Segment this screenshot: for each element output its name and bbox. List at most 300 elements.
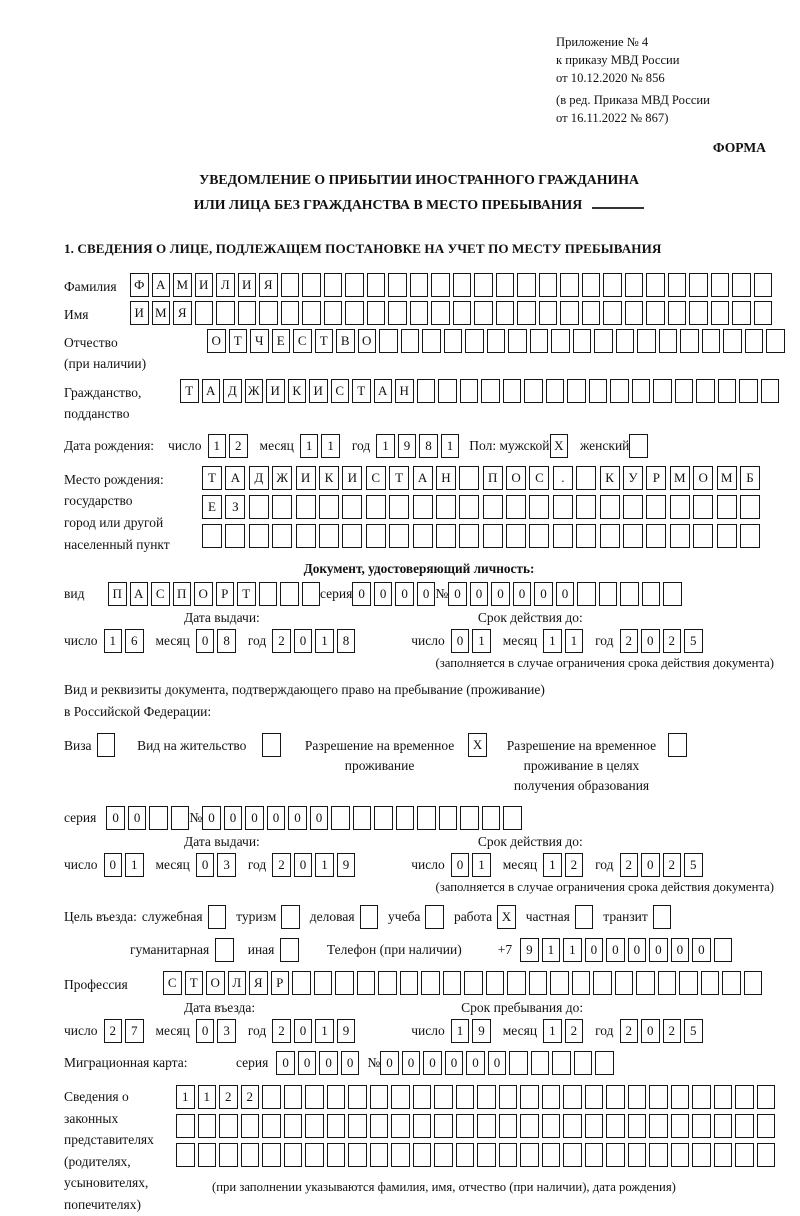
citizenship-cells-cell-3[interactable]: Д (223, 379, 242, 403)
patronymic-cells-cell-6[interactable]: Т (315, 329, 334, 353)
name-cells-cell-5[interactable] (216, 301, 235, 325)
citizenship-cells-cell-4[interactable]: Ж (245, 379, 264, 403)
representatives-cells-row1-cell-7[interactable] (305, 1085, 324, 1109)
birthplace-cells-row3-cell-3[interactable] (249, 524, 269, 548)
surname-cells-cell-3[interactable]: М (173, 273, 192, 297)
representatives-cells-row3-cell-4[interactable] (241, 1143, 260, 1167)
representatives-cells-row1-cell-22[interactable] (628, 1085, 647, 1109)
representatives-cells-row3-cell-13[interactable] (434, 1143, 453, 1167)
representatives-cells-row1-cell-27[interactable] (735, 1085, 754, 1109)
surname-cells-cell-26[interactable] (668, 273, 687, 297)
representatives-cells-row2-cell-19[interactable] (563, 1114, 582, 1138)
birthplace-cells-row3-cell-12[interactable] (459, 524, 479, 548)
representatives-cells-row1-cell-28[interactable] (757, 1085, 776, 1109)
profession-cells-cell-24[interactable] (658, 971, 677, 995)
residence-number-cells-cell-9[interactable] (374, 806, 393, 830)
name-cells-cell-18[interactable] (496, 301, 515, 325)
doc-number-cells-cell-1[interactable]: 0 (448, 582, 467, 606)
migration-number-cells-cell-6[interactable]: 0 (488, 1051, 507, 1075)
birthplace-cells-row3-cell-8[interactable] (366, 524, 386, 548)
representatives-cells-row2-cell-20[interactable] (585, 1114, 604, 1138)
representatives-cells-row3-cell-9[interactable] (348, 1143, 367, 1167)
birthplace-cells-row1-cell-5[interactable]: И (296, 466, 316, 490)
name-cells-cell-19[interactable] (517, 301, 536, 325)
surname-cells-cell-27[interactable] (689, 273, 708, 297)
representatives-cells-row3-cell-25[interactable] (692, 1143, 711, 1167)
birthplace-cells-row1-cell-2[interactable]: А (225, 466, 245, 490)
birthplace-cells-row1-cell-21[interactable]: М (670, 466, 690, 490)
profession-cells-cell-23[interactable] (636, 971, 655, 995)
surname-cells-cell-24[interactable] (625, 273, 644, 297)
identity-issue-year-cell-1[interactable]: 2 (272, 629, 291, 653)
representatives-cells-row2-cell-17[interactable] (520, 1114, 539, 1138)
patronymic-cells-cell-17[interactable] (551, 329, 570, 353)
birthplace-cells-row3-cell-15[interactable] (529, 524, 549, 548)
profession-cells-cell-28[interactable] (744, 971, 763, 995)
representatives-cells-row2-cell-5[interactable] (262, 1114, 281, 1138)
residence-issue-year-cell-2[interactable]: 0 (294, 853, 313, 877)
birthplace-cells-row2-cell-20[interactable] (646, 495, 666, 519)
name-cells-cell-6[interactable] (238, 301, 257, 325)
phone-cells-cell-5[interactable]: 0 (606, 938, 625, 962)
profession-cells-cell-4[interactable]: Л (228, 971, 247, 995)
doc-kind-cells-cell-9[interactable] (280, 582, 299, 606)
profession-cells-cell-20[interactable] (572, 971, 591, 995)
doc-series-cells-cell-1[interactable]: 0 (352, 582, 371, 606)
representatives-cells-row1-cell-4[interactable]: 2 (241, 1085, 260, 1109)
doc-number-cells-cell-11[interactable] (663, 582, 682, 606)
purpose-other-checkbox[interactable] (280, 938, 299, 962)
surname-cells-cell-2[interactable]: А (152, 273, 171, 297)
name-cells-cell-28[interactable] (711, 301, 730, 325)
doc-kind-cells-cell-7[interactable]: Т (237, 582, 256, 606)
name-cells-cell-12[interactable] (367, 301, 386, 325)
identity-issue-year-cell-3[interactable]: 1 (315, 629, 334, 653)
identity-valid-year-cell-4[interactable]: 5 (684, 629, 703, 653)
identity-valid-day-cell-1[interactable]: 0 (451, 629, 470, 653)
citizenship-cells-cell-1[interactable]: Т (180, 379, 199, 403)
representatives-cells-row1-cell-14[interactable] (456, 1085, 475, 1109)
representatives-cells-row2-cell-18[interactable] (542, 1114, 561, 1138)
citizenship-cells-cell-24[interactable] (675, 379, 694, 403)
profession-cells-cell-14[interactable] (443, 971, 462, 995)
citizenship-cells-cell-20[interactable] (589, 379, 608, 403)
residence-issue-day-cell-2[interactable]: 1 (125, 853, 144, 877)
profession-cells-cell-17[interactable] (507, 971, 526, 995)
purpose-study-checkbox[interactable] (425, 905, 444, 929)
birthplace-cells-row3-cell-2[interactable] (225, 524, 245, 548)
birthplace-cells-row2-cell-12[interactable] (459, 495, 479, 519)
purpose-official-checkbox[interactable] (208, 905, 227, 929)
birthplace-cells-row2-cell-6[interactable] (319, 495, 339, 519)
name-cells-cell-27[interactable] (689, 301, 708, 325)
birthplace-cells-row3-cell-22[interactable] (693, 524, 713, 548)
representatives-cells-row2-cell-7[interactable] (305, 1114, 324, 1138)
patronymic-cells-cell-18[interactable] (573, 329, 592, 353)
representatives-cells-row2-cell-26[interactable] (714, 1114, 733, 1138)
purpose-tourism-checkbox[interactable] (281, 905, 300, 929)
migration-number-cells-cell-2[interactable]: 0 (402, 1051, 421, 1075)
profession-cells-cell-22[interactable] (615, 971, 634, 995)
patronymic-cells-cell-5[interactable]: С (293, 329, 312, 353)
birthplace-cells-row3-cell-5[interactable] (296, 524, 316, 548)
doc-number-cells-cell-8[interactable] (599, 582, 618, 606)
entry-month-cell-2[interactable]: 3 (217, 1019, 236, 1043)
name-cells-cell-13[interactable] (388, 301, 407, 325)
citizenship-cells-cell-13[interactable] (438, 379, 457, 403)
birthplace-cells-row2-cell-18[interactable] (600, 495, 620, 519)
patronymic-cells-cell-9[interactable] (379, 329, 398, 353)
citizenship-cells-cell-19[interactable] (567, 379, 586, 403)
representatives-cells-row1-cell-1[interactable]: 1 (176, 1085, 195, 1109)
birthplace-cells-row2-cell-16[interactable] (553, 495, 573, 519)
migration-number-cells-cell-3[interactable]: 0 (423, 1051, 442, 1075)
patronymic-cells-cell-7[interactable]: В (336, 329, 355, 353)
purpose-work-checkbox[interactable]: X (497, 905, 516, 929)
patronymic-cells-cell-13[interactable] (465, 329, 484, 353)
patronymic-cells-cell-2[interactable]: Т (229, 329, 248, 353)
residence-valid-month-cell-1[interactable]: 1 (543, 853, 562, 877)
doc-number-cells-cell-9[interactable] (620, 582, 639, 606)
birthplace-cells-row1-cell-1[interactable]: Т (202, 466, 222, 490)
purpose-business-checkbox[interactable] (360, 905, 379, 929)
representatives-cells-row2-cell-3[interactable] (219, 1114, 238, 1138)
residence-issue-day-cell-1[interactable]: 0 (104, 853, 123, 877)
migration-number-cells-cell-10[interactable] (574, 1051, 593, 1075)
name-cells-cell-16[interactable] (453, 301, 472, 325)
birthplace-cells-row3-cell-4[interactable] (272, 524, 292, 548)
birthplace-cells-row1-cell-8[interactable]: С (366, 466, 386, 490)
representatives-cells-row3-cell-16[interactable] (499, 1143, 518, 1167)
surname-cells-cell-15[interactable] (431, 273, 450, 297)
identity-issue-day-cell-1[interactable]: 1 (104, 629, 123, 653)
birthplace-cells-row2-cell-5[interactable] (296, 495, 316, 519)
identity-valid-month-cell-1[interactable]: 1 (543, 629, 562, 653)
birthplace-cells-row1-cell-18[interactable]: К (600, 466, 620, 490)
surname-cells-cell-14[interactable] (410, 273, 429, 297)
representatives-cells-row2-cell-15[interactable] (477, 1114, 496, 1138)
representatives-cells-row2-cell-21[interactable] (606, 1114, 625, 1138)
residence-issue-month-cell-2[interactable]: 3 (217, 853, 236, 877)
birthplace-cells-row2-cell-11[interactable] (436, 495, 456, 519)
residence-number-cells-cell-4[interactable]: 0 (267, 806, 286, 830)
profession-cells-cell-3[interactable]: О (206, 971, 225, 995)
representatives-cells-row1-cell-24[interactable] (671, 1085, 690, 1109)
profession-cells-cell-25[interactable] (679, 971, 698, 995)
birthplace-cells-row3-cell-24[interactable] (740, 524, 760, 548)
stay-year-cell-4[interactable]: 5 (684, 1019, 703, 1043)
representatives-cells-row3-cell-7[interactable] (305, 1143, 324, 1167)
identity-issue-year-cell-4[interactable]: 8 (337, 629, 356, 653)
representatives-cells-row2-cell-24[interactable] (671, 1114, 690, 1138)
profession-cells-cell-18[interactable] (529, 971, 548, 995)
phone-cells-cell-2[interactable]: 1 (542, 938, 561, 962)
name-cells-cell-11[interactable] (345, 301, 364, 325)
doc-kind-cells-cell-8[interactable] (259, 582, 278, 606)
residence-issue-year-cell-3[interactable]: 1 (315, 853, 334, 877)
surname-cells-cell-13[interactable] (388, 273, 407, 297)
name-cells-cell-26[interactable] (668, 301, 687, 325)
representatives-cells-row1-cell-25[interactable] (692, 1085, 711, 1109)
representatives-cells-row3-cell-2[interactable] (198, 1143, 217, 1167)
identity-issue-month-cell-2[interactable]: 8 (217, 629, 236, 653)
residence-valid-day-cell-1[interactable]: 0 (451, 853, 470, 877)
doc-number-cells-cell-5[interactable]: 0 (534, 582, 553, 606)
birthplace-cells-row1-cell-9[interactable]: Т (389, 466, 409, 490)
birth-year-cells-cell-2[interactable]: 9 (398, 434, 417, 458)
doc-number-cells-cell-10[interactable] (642, 582, 661, 606)
representatives-cells-row1-cell-19[interactable] (563, 1085, 582, 1109)
representatives-cells-row1-cell-8[interactable] (327, 1085, 346, 1109)
entry-year-cell-2[interactable]: 0 (294, 1019, 313, 1043)
surname-cells-cell-5[interactable]: Л (216, 273, 235, 297)
migration-number-cells-cell-11[interactable] (595, 1051, 614, 1075)
representatives-cells-row3-cell-15[interactable] (477, 1143, 496, 1167)
birthplace-cells-row2-cell-10[interactable] (413, 495, 433, 519)
representatives-cells-row3-cell-1[interactable] (176, 1143, 195, 1167)
representatives-cells-row2-cell-10[interactable] (370, 1114, 389, 1138)
identity-issue-month-cell-1[interactable]: 0 (196, 629, 215, 653)
representatives-cells-row2-cell-6[interactable] (284, 1114, 303, 1138)
profession-cells-cell-26[interactable] (701, 971, 720, 995)
residence-issue-year-cell-4[interactable]: 9 (337, 853, 356, 877)
name-cells-cell-9[interactable] (302, 301, 321, 325)
name-cells-cell-21[interactable] (560, 301, 579, 325)
birthplace-cells-row1-cell-7[interactable]: И (342, 466, 362, 490)
representatives-cells-row1-cell-13[interactable] (434, 1085, 453, 1109)
representatives-cells-row2-cell-14[interactable] (456, 1114, 475, 1138)
residence-number-cells-cell-14[interactable] (482, 806, 501, 830)
surname-cells-cell-30[interactable] (754, 273, 773, 297)
temp-residence-checkbox[interactable]: X (468, 733, 487, 757)
representatives-cells-row2-cell-8[interactable] (327, 1114, 346, 1138)
birthplace-cells-row1-cell-4[interactable]: Ж (272, 466, 292, 490)
patronymic-cells-cell-27[interactable] (766, 329, 785, 353)
birth-month-cells-cell-1[interactable]: 1 (300, 434, 319, 458)
surname-cells-cell-28[interactable] (711, 273, 730, 297)
name-cells-cell-14[interactable] (410, 301, 429, 325)
representatives-cells-row2-cell-4[interactable] (241, 1114, 260, 1138)
patronymic-cells-cell-21[interactable] (637, 329, 656, 353)
phone-cells-cell-7[interactable]: 0 (649, 938, 668, 962)
birthplace-cells-row1-cell-24[interactable]: Б (740, 466, 760, 490)
representatives-cells-row3-cell-28[interactable] (757, 1143, 776, 1167)
phone-cells-cell-1[interactable]: 9 (520, 938, 539, 962)
residence-number-cells-cell-11[interactable] (417, 806, 436, 830)
surname-cells-cell-16[interactable] (453, 273, 472, 297)
migration-series-cells-cell-4[interactable]: 0 (341, 1051, 360, 1075)
surname-cells-cell-12[interactable] (367, 273, 386, 297)
profession-cells-cell-2[interactable]: Т (185, 971, 204, 995)
birthplace-cells-row1-cell-14[interactable]: О (506, 466, 526, 490)
entry-month-cell-1[interactable]: 0 (196, 1019, 215, 1043)
representatives-cells-row3-cell-23[interactable] (649, 1143, 668, 1167)
surname-cells-cell-18[interactable] (496, 273, 515, 297)
citizenship-cells-cell-15[interactable] (481, 379, 500, 403)
surname-cells-cell-1[interactable]: Ф (130, 273, 149, 297)
birthplace-cells-row2-cell-23[interactable] (717, 495, 737, 519)
name-cells-cell-29[interactable] (732, 301, 751, 325)
migration-number-cells-cell-7[interactable] (509, 1051, 528, 1075)
representatives-cells-row2-cell-22[interactable] (628, 1114, 647, 1138)
profession-cells-cell-11[interactable] (378, 971, 397, 995)
profession-cells-cell-15[interactable] (464, 971, 483, 995)
residence-number-cells-cell-7[interactable] (331, 806, 350, 830)
representatives-cells-row3-cell-17[interactable] (520, 1143, 539, 1167)
birthplace-cells-row3-cell-17[interactable] (576, 524, 596, 548)
name-cells-cell-3[interactable]: Я (173, 301, 192, 325)
residence-valid-year-cell-2[interactable]: 0 (641, 853, 660, 877)
representatives-cells-row2-cell-27[interactable] (735, 1114, 754, 1138)
birthplace-cells-row3-cell-13[interactable] (483, 524, 503, 548)
patronymic-cells-cell-8[interactable]: О (358, 329, 377, 353)
patronymic-cells-cell-11[interactable] (422, 329, 441, 353)
representatives-cells-row3-cell-14[interactable] (456, 1143, 475, 1167)
citizenship-cells-cell-27[interactable] (739, 379, 758, 403)
citizenship-cells-cell-21[interactable] (610, 379, 629, 403)
profession-cells-cell-7[interactable] (292, 971, 311, 995)
birthplace-cells-row1-cell-16[interactable]: . (553, 466, 573, 490)
citizenship-cells-cell-7[interactable]: И (309, 379, 328, 403)
migration-series-cells-cell-3[interactable]: 0 (319, 1051, 338, 1075)
representatives-cells-row1-cell-3[interactable]: 2 (219, 1085, 238, 1109)
representatives-cells-row3-cell-21[interactable] (606, 1143, 625, 1167)
doc-kind-cells-cell-1[interactable]: П (108, 582, 127, 606)
patronymic-cells-cell-14[interactable] (487, 329, 506, 353)
birthplace-cells-row2-cell-17[interactable] (576, 495, 596, 519)
birthplace-cells-row1-cell-10[interactable]: А (413, 466, 433, 490)
birthplace-cells-row1-cell-11[interactable]: Н (436, 466, 456, 490)
identity-issue-year-cell-2[interactable]: 0 (294, 629, 313, 653)
birthplace-cells-row3-cell-20[interactable] (646, 524, 666, 548)
birthplace-cells-row1-cell-22[interactable]: О (693, 466, 713, 490)
birthplace-cells-row2-cell-14[interactable] (506, 495, 526, 519)
representatives-cells-row1-cell-5[interactable] (262, 1085, 281, 1109)
stay-year-cell-2[interactable]: 0 (641, 1019, 660, 1043)
birthplace-cells-row2-cell-9[interactable] (389, 495, 409, 519)
representatives-cells-row1-cell-10[interactable] (370, 1085, 389, 1109)
stay-year-cell-1[interactable]: 2 (620, 1019, 639, 1043)
representatives-cells-row1-cell-11[interactable] (391, 1085, 410, 1109)
sex-male-checkbox[interactable]: X (550, 434, 569, 458)
patronymic-cells-cell-16[interactable] (530, 329, 549, 353)
representatives-cells-row3-cell-19[interactable] (563, 1143, 582, 1167)
phone-cells-cell-4[interactable]: 0 (585, 938, 604, 962)
profession-cells-cell-8[interactable] (314, 971, 333, 995)
identity-valid-year-cell-3[interactable]: 2 (663, 629, 682, 653)
birthplace-cells-row3-cell-11[interactable] (436, 524, 456, 548)
stay-month-cell-2[interactable]: 2 (565, 1019, 584, 1043)
patronymic-cells-cell-26[interactable] (745, 329, 764, 353)
representatives-cells-row3-cell-6[interactable] (284, 1143, 303, 1167)
birthplace-cells-row1-cell-19[interactable]: У (623, 466, 643, 490)
purpose-transit-checkbox[interactable] (653, 905, 672, 929)
birthplace-cells-row3-cell-18[interactable] (600, 524, 620, 548)
birthplace-cells-row3-cell-23[interactable] (717, 524, 737, 548)
residence-number-cells-cell-6[interactable]: 0 (310, 806, 329, 830)
doc-number-cells-cell-2[interactable]: 0 (470, 582, 489, 606)
patronymic-cells-cell-22[interactable] (659, 329, 678, 353)
birthplace-cells-row1-cell-23[interactable]: М (717, 466, 737, 490)
representatives-cells-row3-cell-26[interactable] (714, 1143, 733, 1167)
residence-number-cells-cell-10[interactable] (396, 806, 415, 830)
identity-valid-month-cell-2[interactable]: 1 (565, 629, 584, 653)
phone-cells-cell-9[interactable]: 0 (692, 938, 711, 962)
doc-number-cells-cell-6[interactable]: 0 (556, 582, 575, 606)
representatives-cells-row1-cell-21[interactable] (606, 1085, 625, 1109)
surname-cells-cell-21[interactable] (560, 273, 579, 297)
citizenship-cells-cell-28[interactable] (761, 379, 780, 403)
entry-day-cell-1[interactable]: 2 (104, 1019, 123, 1043)
representatives-cells-row1-cell-17[interactable] (520, 1085, 539, 1109)
residence-number-cells-cell-8[interactable] (353, 806, 372, 830)
representatives-cells-row2-cell-28[interactable] (757, 1114, 776, 1138)
birthplace-cells-row1-cell-6[interactable]: К (319, 466, 339, 490)
birthplace-cells-row2-cell-21[interactable] (670, 495, 690, 519)
representatives-cells-row3-cell-27[interactable] (735, 1143, 754, 1167)
residence-issue-year-cell-1[interactable]: 2 (272, 853, 291, 877)
entry-year-cell-4[interactable]: 9 (337, 1019, 356, 1043)
name-cells-cell-30[interactable] (754, 301, 773, 325)
residence-valid-year-cell-1[interactable]: 2 (620, 853, 639, 877)
surname-cells-cell-7[interactable]: Я (259, 273, 278, 297)
representatives-cells-row1-cell-18[interactable] (542, 1085, 561, 1109)
representatives-cells-row2-cell-25[interactable] (692, 1114, 711, 1138)
name-cells-cell-10[interactable] (324, 301, 343, 325)
residence-permit-checkbox[interactable] (262, 733, 281, 757)
birthplace-cells-row2-cell-24[interactable] (740, 495, 760, 519)
patronymic-cells-cell-20[interactable] (616, 329, 635, 353)
residence-number-cells-cell-15[interactable] (503, 806, 522, 830)
phone-cells-cell-8[interactable]: 0 (671, 938, 690, 962)
citizenship-cells-cell-2[interactable]: А (202, 379, 221, 403)
birth-year-cells-cell-3[interactable]: 8 (419, 434, 438, 458)
name-cells-cell-8[interactable] (281, 301, 300, 325)
birth-year-cells-cell-1[interactable]: 1 (376, 434, 395, 458)
residence-series-cells-cell-1[interactable]: 0 (106, 806, 125, 830)
sex-female-checkbox[interactable] (629, 434, 648, 458)
representatives-cells-row1-cell-20[interactable] (585, 1085, 604, 1109)
representatives-cells-row1-cell-6[interactable] (284, 1085, 303, 1109)
migration-number-cells-cell-8[interactable] (531, 1051, 550, 1075)
residence-number-cells-cell-1[interactable]: 0 (202, 806, 221, 830)
patronymic-cells-cell-3[interactable]: Ч (250, 329, 269, 353)
doc-number-cells-cell-3[interactable]: 0 (491, 582, 510, 606)
citizenship-cells-cell-8[interactable]: С (331, 379, 350, 403)
stay-month-cell-1[interactable]: 1 (543, 1019, 562, 1043)
migration-series-cells-cell-2[interactable]: 0 (298, 1051, 317, 1075)
surname-cells-cell-11[interactable] (345, 273, 364, 297)
birth-day-cells-cell-1[interactable]: 1 (208, 434, 227, 458)
birthplace-cells-row2-cell-13[interactable] (483, 495, 503, 519)
identity-issue-day-cell-2[interactable]: 6 (125, 629, 144, 653)
stay-year-cell-3[interactable]: 2 (663, 1019, 682, 1043)
citizenship-cells-cell-6[interactable]: К (288, 379, 307, 403)
doc-number-cells-cell-7[interactable] (577, 582, 596, 606)
residence-number-cells-cell-2[interactable]: 0 (224, 806, 243, 830)
patronymic-cells-cell-19[interactable] (594, 329, 613, 353)
representatives-cells-row3-cell-5[interactable] (262, 1143, 281, 1167)
citizenship-cells-cell-10[interactable]: А (374, 379, 393, 403)
patronymic-cells-cell-1[interactable]: О (207, 329, 226, 353)
entry-day-cell-2[interactable]: 7 (125, 1019, 144, 1043)
entry-year-cell-3[interactable]: 1 (315, 1019, 334, 1043)
representatives-cells-row1-cell-16[interactable] (499, 1085, 518, 1109)
name-cells-cell-15[interactable] (431, 301, 450, 325)
representatives-cells-row2-cell-13[interactable] (434, 1114, 453, 1138)
patronymic-cells-cell-23[interactable] (680, 329, 699, 353)
representatives-cells-row3-cell-24[interactable] (671, 1143, 690, 1167)
